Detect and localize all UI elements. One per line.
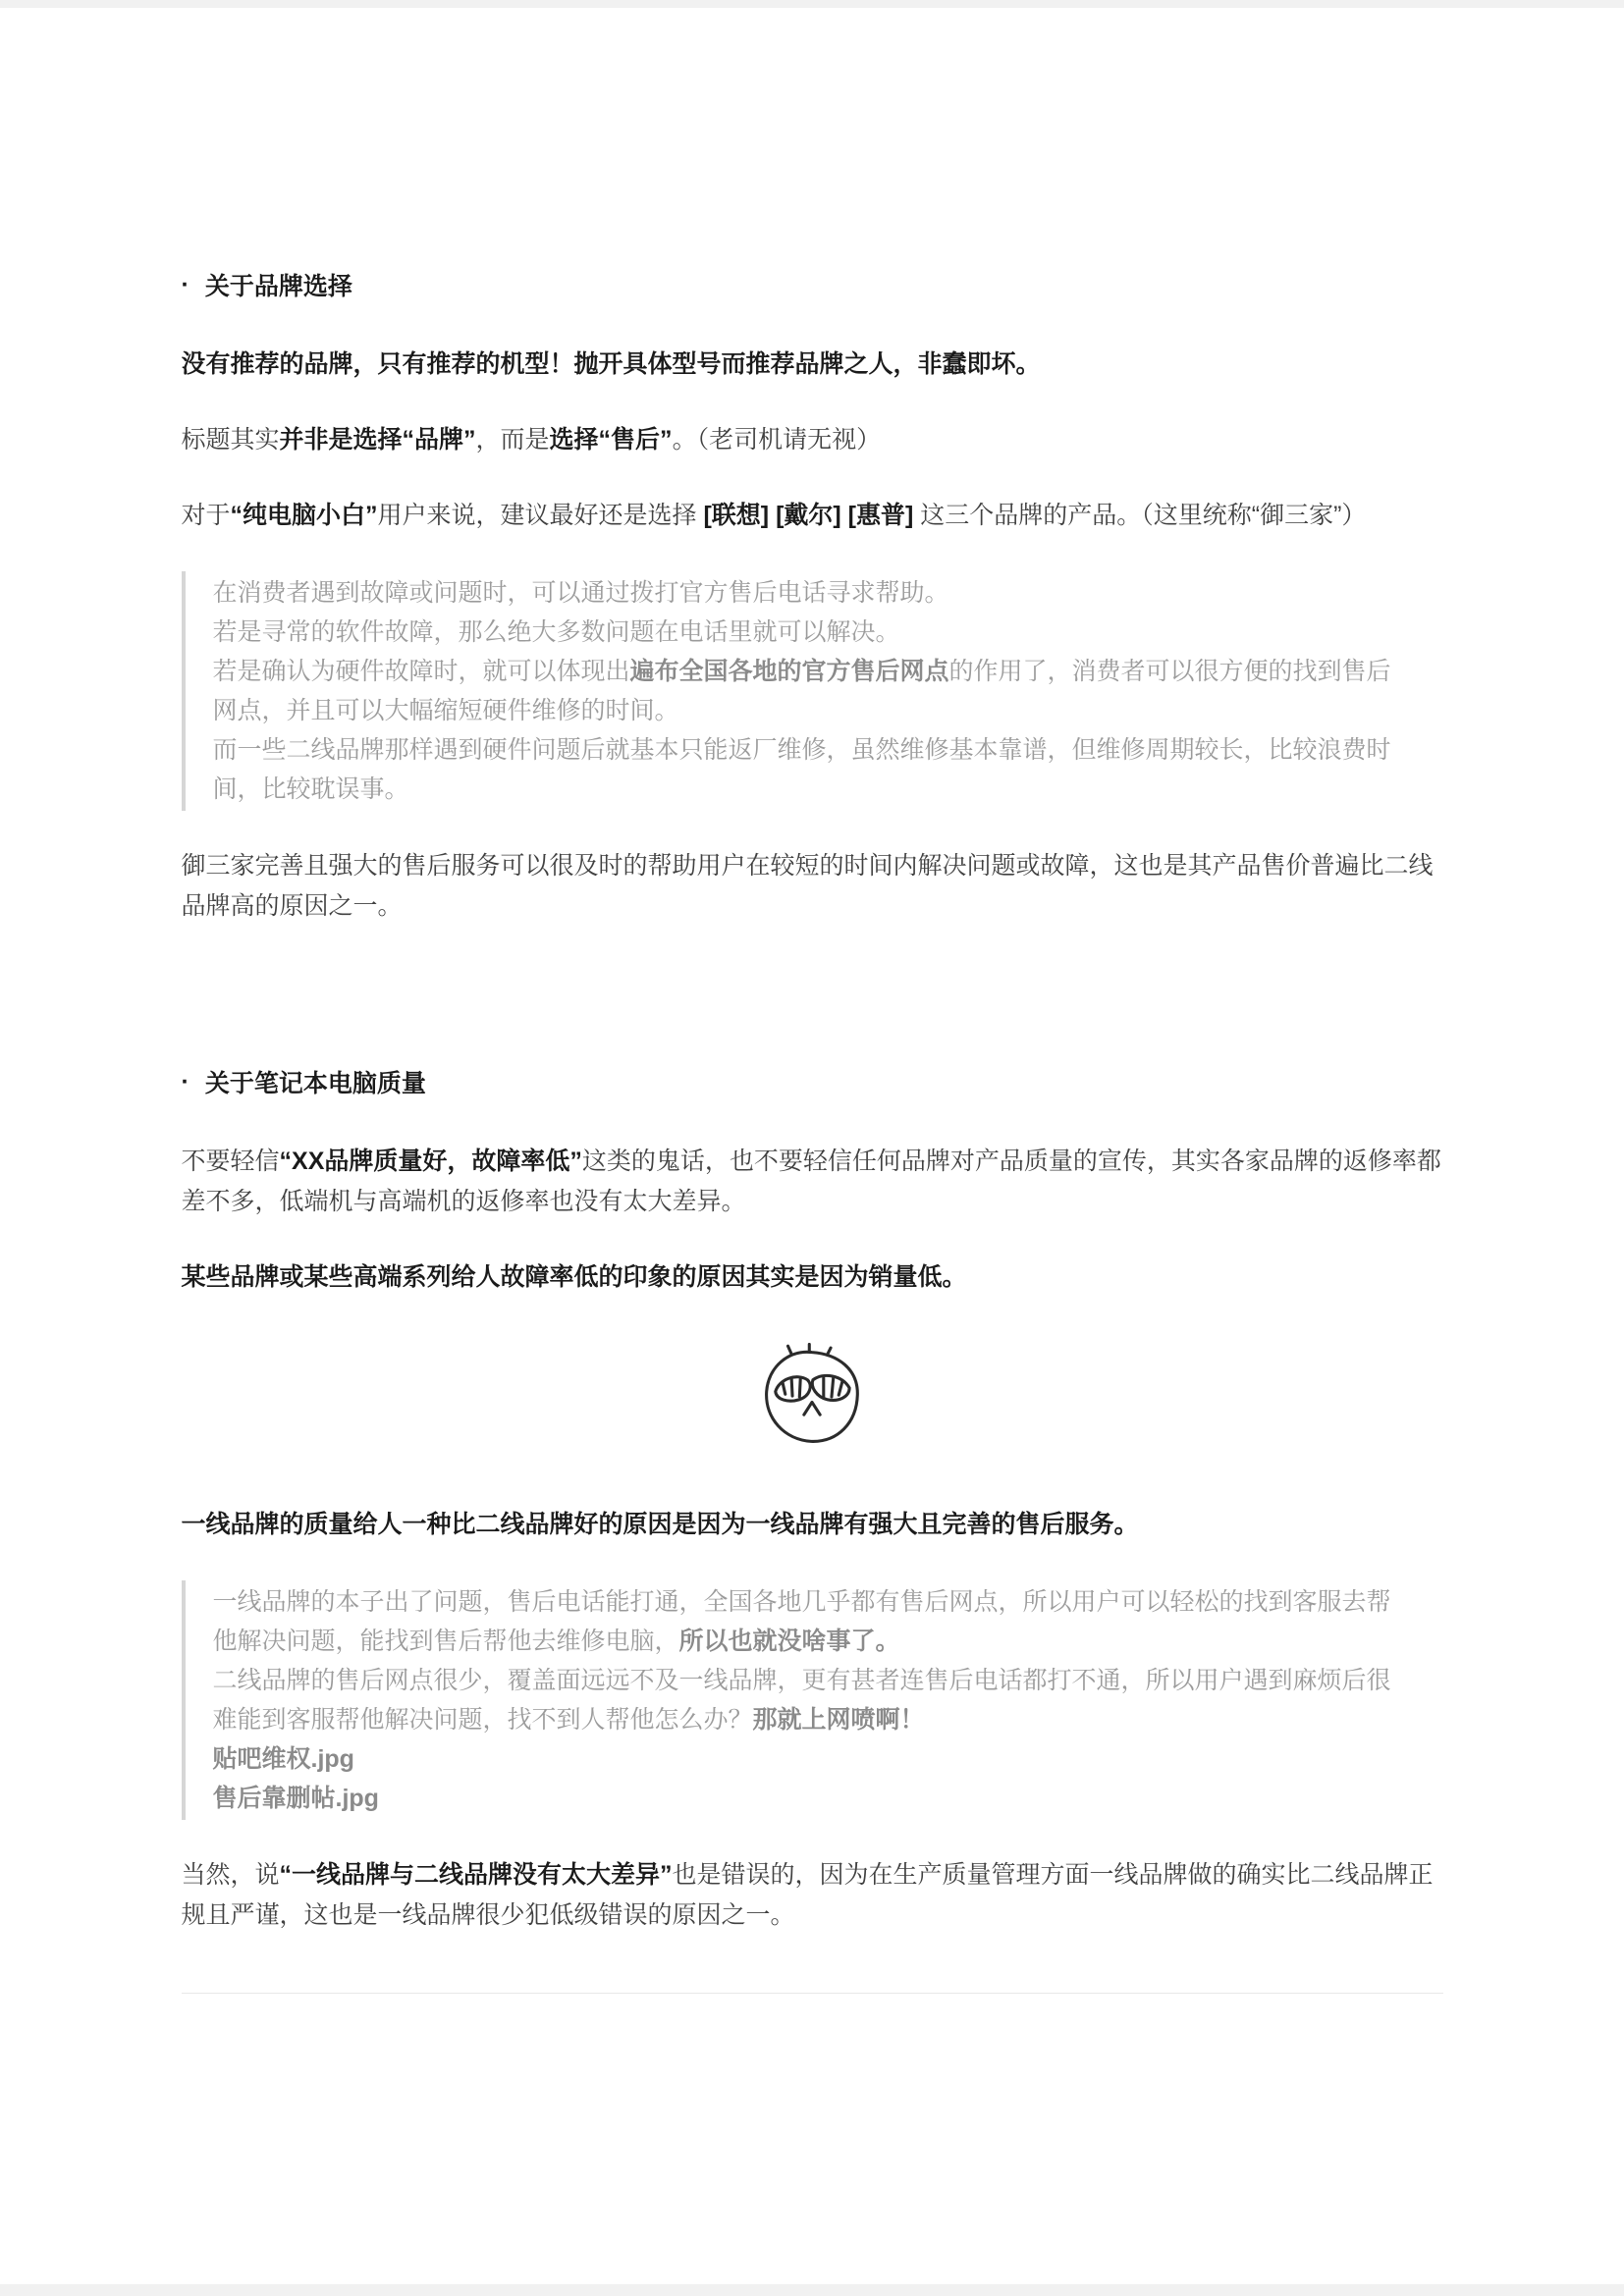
text-segment: 对于 bbox=[181, 502, 231, 529]
text-segment-bold: “一线品牌与二线品牌没有太大差异” bbox=[279, 1861, 673, 1889]
text-segment: 若是确认为硬件故障时，就可以体现出 bbox=[212, 658, 630, 685]
text-segment: 若是寻常的软件故障，那么绝大多数问题在电话里就可以解决。 bbox=[212, 618, 900, 646]
paragraph-yusanjia-service: 御三家完善且强大的售后服务可以很及时的帮助用户在较短的时间内解决问题或故障，这也是其产品售价普遍比二线品牌高的原因之一。 bbox=[181, 852, 1434, 920]
text-segment-bold: 并非是选择“品牌” bbox=[279, 426, 476, 454]
text-segment-bold: [联想] [戴尔] [惠普] bbox=[703, 502, 914, 529]
bullet-marker: · bbox=[181, 271, 189, 298]
section-spacer bbox=[182, 962, 1443, 1064]
section-heading-label: 关于笔记本电脑质量 bbox=[204, 1070, 426, 1097]
text-segment: ，而是 bbox=[475, 426, 550, 454]
paragraph-low-sales-reason: 某些品牌或某些高端系列给人故障率低的印象的原因其实是因为销量低。 bbox=[181, 1263, 967, 1291]
quote-line bbox=[213, 1582, 1404, 1661]
text-segment: 标题其实 bbox=[181, 426, 280, 454]
text-segment: 不要轻信 bbox=[181, 1148, 280, 1175]
text-segment: 当然，说 bbox=[181, 1861, 280, 1889]
quote-line bbox=[213, 573, 1404, 613]
section-heading-label: 关于品牌选择 bbox=[204, 273, 352, 300]
text-segment-bold: “纯电脑小白” bbox=[230, 502, 378, 529]
text-segment: 一线品牌的本子出了问题，售后电话能打通，全国各地几乎都有售后网点，所以用户可以轻松的找到客服去帮他解决问题，能找到售后帮他去维修电脑， bbox=[212, 1588, 1391, 1655]
quote-line bbox=[213, 1779, 1404, 1818]
quote-line bbox=[213, 1661, 1404, 1739]
quote-line bbox=[213, 652, 1404, 730]
text-segment-bold: 所以也就没啥事了。 bbox=[678, 1628, 900, 1655]
quote-line bbox=[213, 730, 1404, 809]
text-segment: 用户来说，建议最好还是选择 bbox=[377, 502, 704, 529]
quote-line bbox=[213, 613, 1404, 652]
blockquote-aftersales-explanation bbox=[182, 571, 1443, 811]
text-segment: 而一些二线品牌那样遇到硬件问题后就基本只能返厂维修，虽然维修基本靠谱，但维修周期较长，比较浪费时间，比较耽误事。 bbox=[212, 736, 1391, 803]
text-segment: 也是错误的，因为在生产质量管理方面一线品牌做的确实比二线品牌正规且严谨，这也是一线品牌很少犯低级错误的原因之一。 bbox=[181, 1861, 1434, 1929]
sticker-image-container bbox=[182, 1343, 1443, 1464]
face-covering-eyes-doodle-image bbox=[754, 1343, 870, 1451]
text-segment: 二线品牌的售后网点很少，覆盖面远远不及一线品牌，更有甚者连售后电话都打不通，所以用户遇到麻烦后很难能到客服帮他解决问题，找不到人帮他怎么办？ bbox=[212, 1667, 1391, 1734]
text-segment: 在消费者遇到故障或问题时，可以通过拨打官方售后电话寻求帮助。 bbox=[212, 579, 949, 607]
page-bottom-edge bbox=[0, 2284, 1624, 2296]
page-top-edge bbox=[0, 0, 1624, 8]
paragraph-newbie-advice bbox=[182, 496, 1443, 536]
paragraph-quality-management bbox=[182, 1855, 1443, 1936]
text-segment: 的作用了，消费者可以很方便的找到售后网点，并且可以大幅缩短硬件维修的时间。 bbox=[212, 658, 1391, 724]
paragraph-title-meaning bbox=[182, 420, 1443, 460]
paragraph-no-recommended-brand: 没有推荐的品牌，只有推荐的机型！抛开具体型号而推荐品牌之人，非蠢即坏。 bbox=[181, 350, 1041, 378]
text-segment-bold: 售后靠删帖.jpg bbox=[212, 1785, 379, 1812]
text-segment: 。（老司机请无视） bbox=[672, 426, 882, 454]
section-heading-laptop-quality bbox=[182, 1064, 1443, 1104]
article-content bbox=[182, 8, 1443, 2288]
blockquote-service-comparison bbox=[182, 1580, 1443, 1820]
text-segment-bold: 贴吧维权.jpg bbox=[212, 1745, 354, 1773]
section-heading-brand-choice bbox=[182, 267, 1443, 307]
paragraph-quality-myth bbox=[182, 1142, 1443, 1222]
text-segment-bold: 选择“售后” bbox=[549, 426, 673, 454]
text-segment-bold: 遍布全国各地的官方售后网点 bbox=[629, 658, 949, 685]
text-segment: 这类的鬼话，也不要轻信任何品牌对产品质量的宣传，其实各家品牌的返修率都差不多，低端机与高端机的返修率也没有太大差异。 bbox=[181, 1148, 1441, 1215]
text-segment: 这三个品牌的产品。（这里统称“御三家”） bbox=[913, 502, 1367, 529]
bullet-marker: · bbox=[181, 1068, 189, 1095]
text-segment-bold: “XX品牌质量好，故障率低” bbox=[279, 1148, 582, 1175]
text-segment-bold: 那就上网喷啊！ bbox=[752, 1706, 925, 1734]
quote-line bbox=[213, 1739, 1404, 1779]
paragraph-firstline-service-reason: 一线品牌的质量给人一种比二线品牌好的原因是因为一线品牌有强大且完善的售后服务。 bbox=[181, 1511, 1139, 1538]
section-divider bbox=[182, 1993, 1443, 1994]
